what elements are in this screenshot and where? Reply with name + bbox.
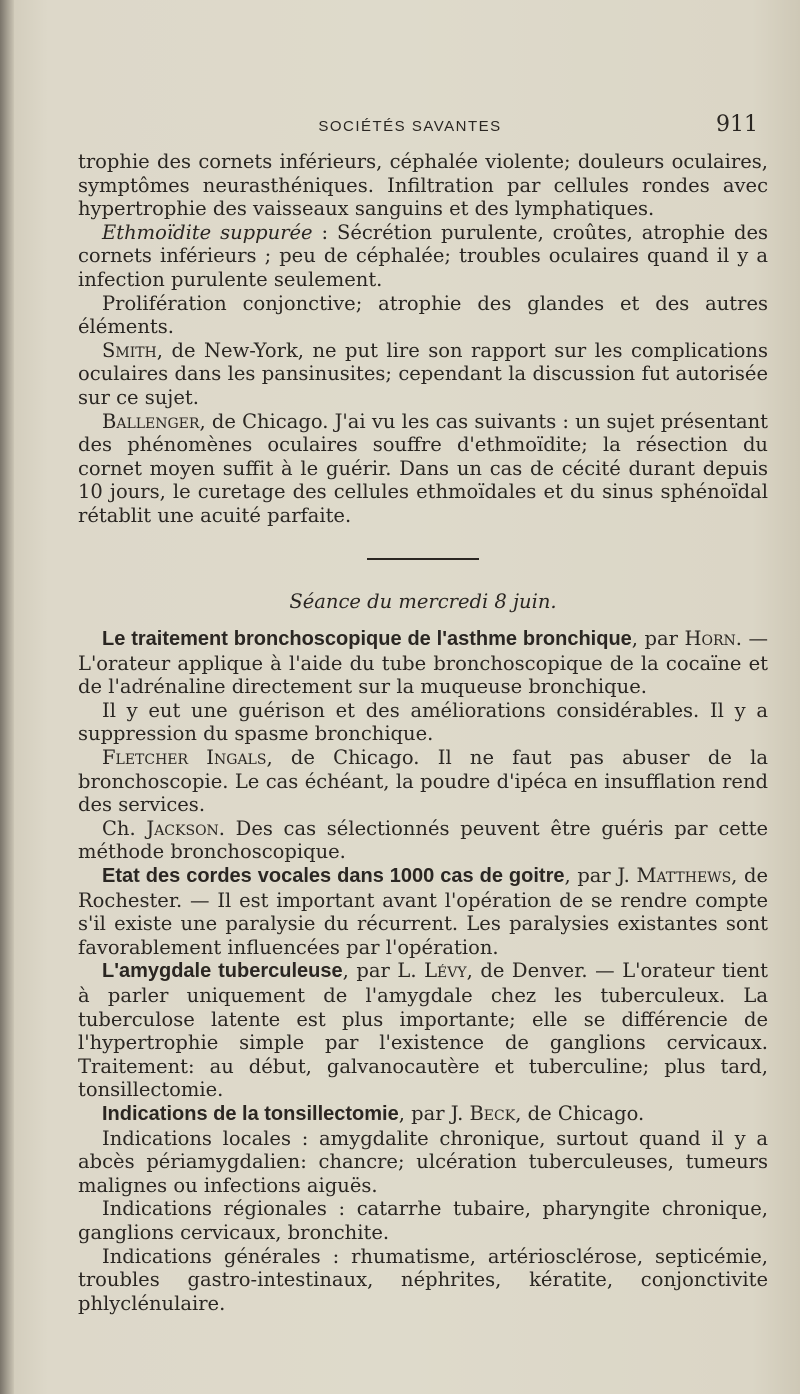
session-heading: Séance du mercredi 8 juin. [289,589,557,613]
paragraph-text: , de Denver. — L'orateur tient à parler uniquement de l'amygdale chez les tuberculeux. La tuberculose latente est plus importante; elle se différencie de l'hypertrophie simple par l'existence de ganglions cervicaux. Traitement: au début, galvanocautère et tuberculine; plus tard, tonsillectomie. [78,959,769,1102]
talk-title: L'amygdale tuberculeuse [102,960,343,983]
paragraph: Il y eut une guérison et des améliorations considérables. Il y a suppression du spasme bronchique. [78,698,768,746]
paragraph [78,627,768,699]
paragraph [78,221,768,292]
paragraph: Indications régionales : catarrhe tubaire, pharyngite chronique, ganglions cervicaux, bronchite. [78,1197,768,1244]
paragraph [78,1102,768,1127]
paragraph-text: , par L. [342,959,425,983]
paragraph [78,959,768,1102]
paragraph [78,410,768,528]
paragraph-text: : Sécrétion purulente, croûtes, atrophie des cornets inférieurs ; peu de céphalée; troubles oculaires quand il y a infection purulente seulement. [78,220,768,291]
paragraph-text: Ch. [102,816,147,840]
paragraph-text: , par J. [564,864,637,888]
paragraph-text: , par J. [398,1101,470,1125]
talk-title: Etat des cordes vocales dans 1000 cas de goitre [102,865,565,888]
paragraph: trophie des cornets inférieurs, céphalée violente; douleurs oculaires, symptômes neurasthéniques. Infiltration par cellules rondes avec hypertrophie des vaisseaux sanguins et des lymphatiques. [78,150,768,221]
page-binding-edge [0,0,14,1394]
paragraph [78,339,768,410]
paragraph [78,864,768,959]
paragraph-text: , de Rochester. — Il est important avant l'opération de se rendre compte s'il existe une paralysie du récurrent. Les paralysies existantes sont favorablement influencées par l'opération. [78,864,768,959]
section-divider [367,558,479,560]
paragraph: Prolifération conjonctive; atrophie des glandes et des autres éléments. [78,291,768,339]
talk-title: Le traitement bronchoscopique de l'asthme bronchique [102,628,632,651]
paragraph-text: . — L'orateur applique à l'aide du tube bronchoscopique de la cocaïne et de l'adrénaline directement sur la muqueuse bronchique. [78,627,768,699]
page-number: 911 [716,112,758,137]
paragraph: Indications générales : rhumatisme, artériosclérose, septicémie, troubles gastro-intestinaux, néphrites, kératite, conjonctivite phlyclénulaire. [78,1244,768,1315]
author-name: Jackson [146,816,219,840]
paragraph-text: , de Chicago. [515,1101,645,1125]
paragraph-text: . Des cas sélectionnés peuvent être guéris par cette méthode bronchoscopique. [78,816,768,864]
paragraph-text: , par [631,627,685,651]
term: Ethmoïdite suppurée [102,220,313,244]
body-text [78,150,768,1315]
author-name: Ballenger [102,409,200,433]
paragraph-text: , de Chicago. J'ai vu les cas suivants : un sujet présentant des phénomènes oculaires souffre d'ethmoïdite; la résection du cornet moyen suffit à le guérir. Dans un cas de cécité durant depuis 10 jours, le curetage des cellules ethmoïdales et du sinus sphénoïdal rétablit une acuité parfaite. [78,409,768,527]
talk-title: Indications de la tonsillectomie [102,1102,399,1125]
author-name: Horn [684,627,736,651]
paragraph-text: , de Chicago. Il ne faut pas abuser de la bronchoscopie. Le cas échéant, la poudre d'ipéca en insufflation rend des services. [78,746,768,817]
author-name: Lévy [424,959,467,983]
author-name: Smith [102,338,157,362]
author-name: Matthews [636,864,732,888]
author-name: Beck [469,1101,516,1125]
paragraph [78,746,768,817]
page-header [60,112,760,142]
paragraph [78,817,768,864]
author-name: Fletcher Ingals [102,746,267,770]
running-head: SOCIÉTÉS SAVANTES [318,118,502,135]
paragraph-text: , de New-York, ne put lire son rapport sur les complications oculaires dans les pansinusites; cependant la discussion fut autorisée sur ce sujet. [78,338,768,409]
paragraph: Indications locales : amygdalite chronique, surtout quand il y a abcès périamygdalien: chancre; ulcération tuberculeuses, tumeurs malignes ou infections aiguës. [78,1126,768,1197]
